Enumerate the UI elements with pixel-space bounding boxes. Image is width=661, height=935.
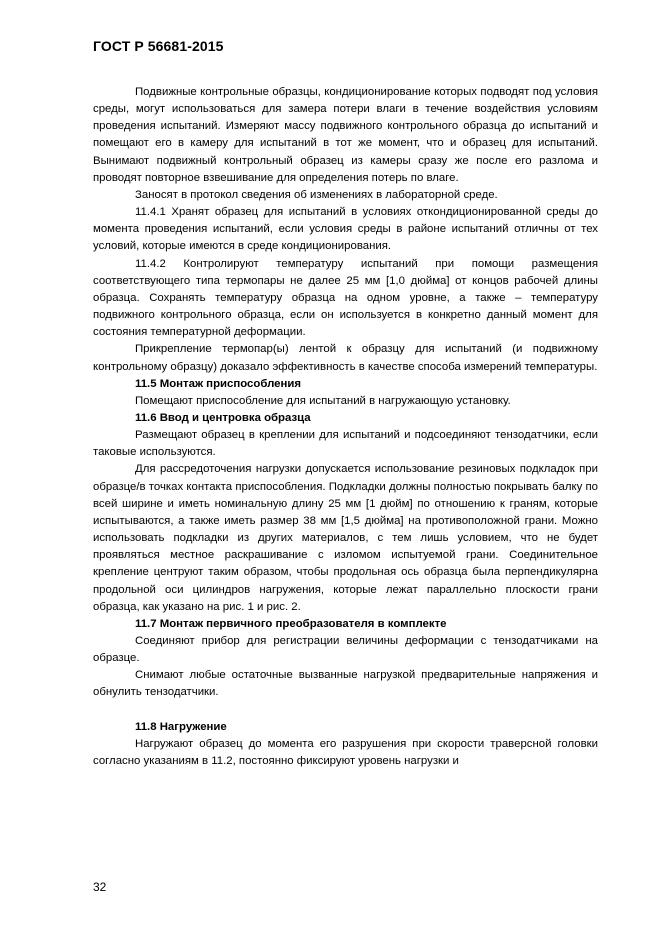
section-heading: 11.7 Монтаж первичного преобразователя в комплекте — [135, 617, 447, 630]
paragraph: Для рассредоточения нагрузки допускается использование резиновых подкладок при образце/в точках контакта приспособления. Подкладки должны полностью покрывать балку по всей ширине и иметь номинальную длину 25 мм [1 дюйм] по отношению к граням, которые испытываются, а также иметь размер 38 мм [1,5 дюйма] на противоположной грани. Можно использовать подкладки из других материалов, с тем лишь условием, что не будет проявляться местное раскрашивание с изломом испытуемой грани. Соединительное крепление центруют таким образом, чтобы продольная ось образца была перпендикулярна продольной оси цилиндров нагружения, которые лежат параллельно плоскости грани образца, как указано на рис. 1 и рис. 2. — [93, 463, 598, 613]
paragraph: Прикрепление термопар(ы) лентой к образцу для испытаний (и подвижному контрольному образцу) доказало эффективность в качестве способа измерений температуры. — [93, 343, 598, 373]
paragraph: Соединяют прибор для регистрации величины деформации с тензодатчиками на образце. — [93, 635, 598, 665]
paragraph: Помещают приспособление для испытаний в нагружающую установку. — [135, 394, 511, 407]
section-heading: 11.8 Нагружение — [135, 720, 227, 733]
document-header: ГОСТ Р 56681-2015 — [93, 38, 224, 54]
document-body — [93, 84, 598, 770]
paragraph: Размещают образец в креплении для испытаний и подсоединяют тензодатчики, если таковые используются. — [93, 429, 598, 459]
spacer — [93, 702, 598, 719]
section-heading: 11.5 Монтаж приспособления — [135, 377, 302, 390]
paragraph: Нагружают образец до момента его разрушения при скорости траверсной головки согласно указаниям в 11.2, постоянно фиксируют уровень нагрузки и — [93, 737, 598, 767]
paragraph: 11.4.1 Хранят образец для испытаний в условиях откондиционированной среды до момента проведения испытаний, если условия среды в районе испытаний отличны от тех условий, которые имеются в среде кондиционирования. — [93, 206, 598, 253]
page-number: 32 — [93, 880, 107, 894]
paragraph: 11.4.2 Контролируют температуру испытаний при помощи размещения соответствующего типа термопары не далее 25 мм [1,0 дюйма] от концов рабочей длины образца. Сохранять температуру образца на одном уровне, а также – температуру подвижного контрольного образца, если он используется в конкретно данный момент для состояния температурной деформации. — [93, 257, 598, 339]
paragraph: Заносят в протокол сведения об изменениях в лабораторной среде. — [135, 188, 498, 201]
paragraph: Снимают любые остаточные вызванные нагрузкой предварительные напряжения и обнулить тензодатчики. — [93, 669, 598, 699]
paragraph: Подвижные контрольные образцы, кондиционирование которых подводят под условия среды, могут использоваться для замера потери влаги в течение воздействия условиям проведения испытаний. Измеряют массу подвижного контрольного образца до испытаний и помещают его в камеру для испытаний в тот же момент, что и образец для испытаний. Вынимают подвижный контрольный образец из камеры сразу же после его разлома и проводят повторное взвешивание для определения потерь по влаге. — [93, 86, 598, 184]
section-heading: 11.6 Ввод и центровка образца — [135, 411, 311, 424]
